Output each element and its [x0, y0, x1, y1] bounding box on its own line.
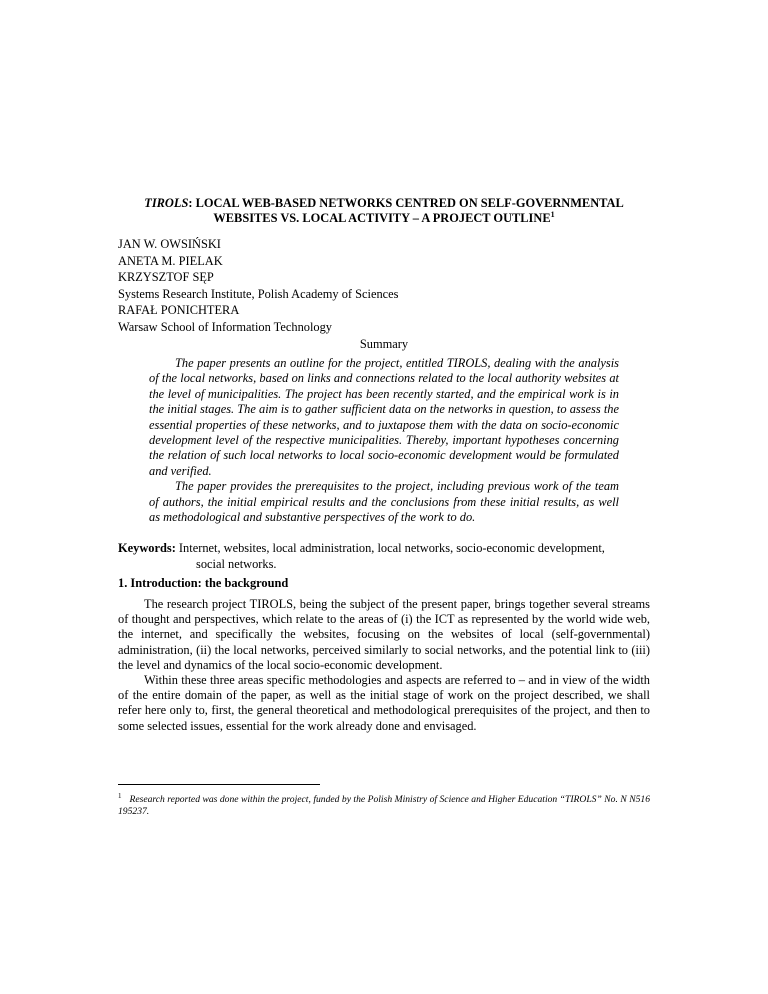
author-name: JAN W. OWSIŃSKI — [118, 237, 221, 251]
footnote-mark: 1 — [118, 792, 122, 800]
keywords-list: Internet, websites, local administration, local networks, socio-economic development, — [175, 541, 605, 555]
footnote-rule — [118, 784, 320, 785]
keywords-block — [118, 541, 650, 572]
author-affiliation: Systems Research Institute, Polish Academy of Sciences — [118, 286, 399, 301]
footnote — [118, 790, 650, 818]
author-name: KRZYSZTOF SĘP — [118, 270, 214, 284]
author-name: ANETA M. PIELAK — [118, 253, 223, 268]
title-text: : LOCAL WEB-BASED NETWORKS CENTRED ON SELF-GOVERNMENTAL WEBSITES VS. LOCAL ACTIVITY – A PROJECT OUTLINE — [188, 196, 624, 225]
keywords-label: Keywords: — [118, 541, 176, 555]
title-project-name: TIROLS — [144, 196, 189, 210]
body-paragraph: The research project TIROLS, being the subject of the present paper, brings together several streams of thought and perspectives, which relate to the areas of (i) the ICT as represented by the world wide web, the internet, and specifically the websites, focusing on the websites of local (self-governmental) administration, (ii) the local networks, perceived similarly to social networks, and the potential link to (iii) the level and dynamics of the local socio-economic development. — [118, 597, 650, 672]
section-body — [118, 597, 650, 734]
author-name: RAFAŁ PONICHTERA — [118, 303, 240, 317]
body-paragraph: Within these three areas specific methodologies and aspects are referred to – and in view of the width of the entire domain of the paper, as well as the initial stage of work on the project described, we shall refer here only to, first, the general theoretical and methodological prerequisites of the project, and then to some selected issues, essential for the work already done and envisaged. — [118, 673, 650, 733]
summary-paragraph: The paper presents an outline for the project, entitled TIROLS, dealing with the analysis of the local networks, based on links and connections related to the local authority websites at the level of municipalities. The project has been recently started, and the empirical work is in the initial stages. The aim is to gather sufficient data on the networks in question, to assess the essential properties of these networks, and to juxtapose them with the data on socio-economic development level of the respective municipalities. Thereby, important hypotheses concerning the relation of such local networks to local socio-economic development would be formulated and verified. — [149, 356, 619, 478]
paper-title — [118, 196, 650, 226]
summary-heading: Summary — [359, 337, 409, 351]
summary-paragraph: The paper provides the prerequisites to the project, including previous work of the team of authors, the initial empirical results and the conclusions from these initial results, as well as methodological and substantive perspectives of the work to do. — [149, 479, 619, 525]
title-footnote-ref: 1 — [550, 209, 555, 219]
keywords-list-continued: social networks. — [196, 556, 277, 571]
author-block — [118, 236, 398, 335]
section-heading: 1. Introduction: the background — [118, 576, 289, 590]
summary-abstract — [149, 356, 619, 525]
footnote-text: Research reported was done within the project, funded by the Polish Ministry of Science and Higher Education “TIROLS” No. N N516 195237. — [118, 794, 650, 818]
author-affiliation: Warsaw School of Information Technology — [118, 319, 333, 334]
